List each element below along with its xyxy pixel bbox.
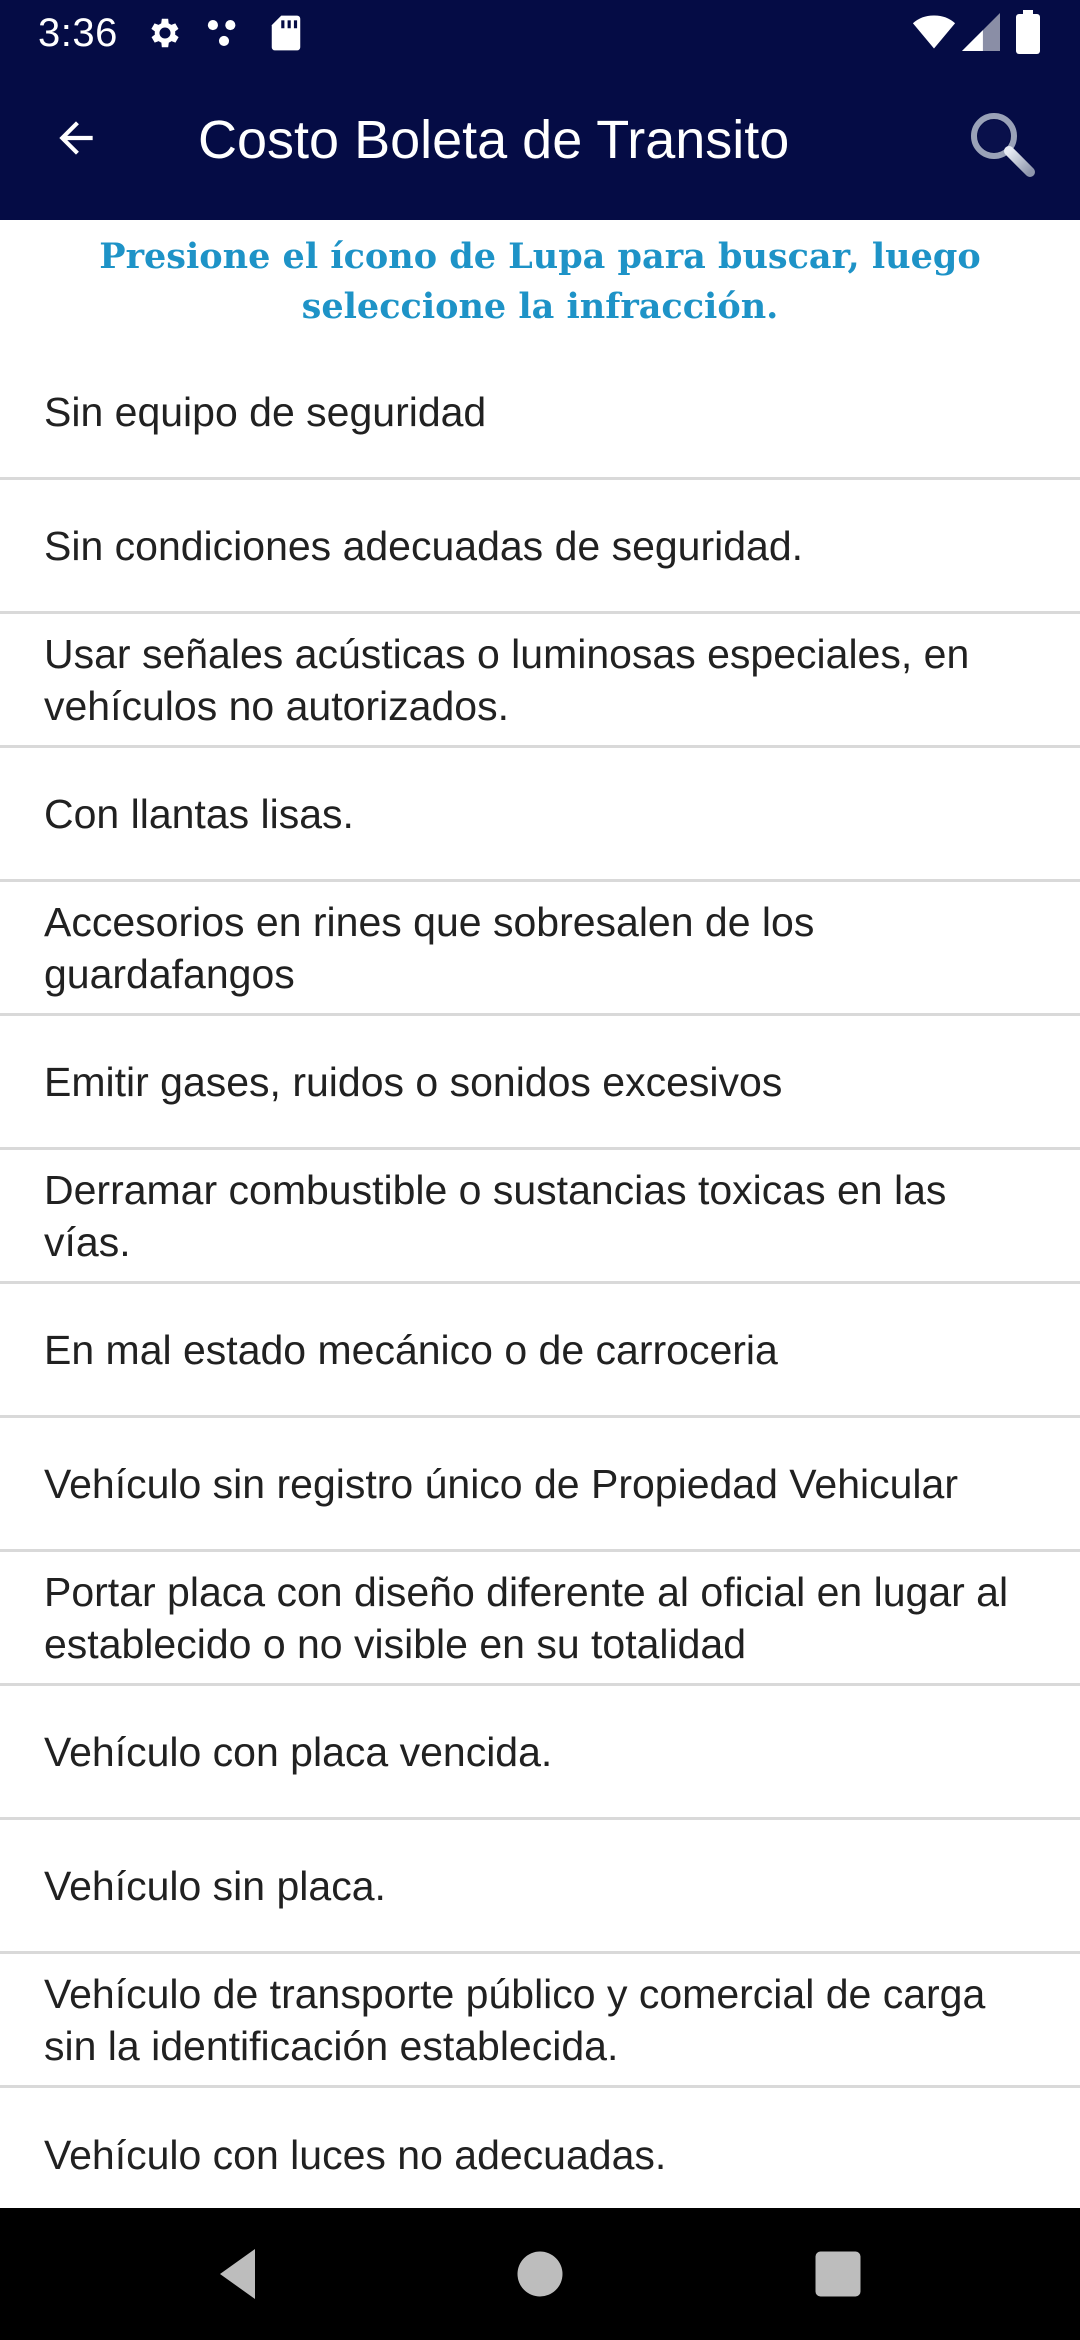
list-item-label: Accesorios en rines que sobresalen de los guardafangos	[44, 898, 815, 997]
list-item-label: Vehículo sin placa.	[44, 1862, 386, 1909]
system-nav-bar	[0, 2208, 1080, 2340]
wifi-icon	[912, 12, 956, 52]
list-item[interactable]	[0, 1418, 1080, 1552]
list-item[interactable]	[0, 614, 1080, 748]
list-item-label: Sin equipo de seguridad	[44, 388, 487, 435]
nav-back-icon[interactable]	[210, 2244, 270, 2304]
signal-icon	[962, 12, 1000, 52]
list-item[interactable]	[0, 1954, 1080, 2088]
infraction-list	[0, 346, 1080, 2222]
list-item[interactable]	[0, 1016, 1080, 1150]
list-item-label: Vehículo sin registro único de Propiedad Vehicular	[44, 1460, 958, 1507]
list-item-label: Emitir gases, ruidos o sonidos excesivos	[44, 1058, 783, 1105]
status-bar	[0, 0, 1080, 66]
list-item-label: En mal estado mecánico o de carroceria	[44, 1326, 778, 1373]
list-item[interactable]	[0, 1820, 1080, 1954]
list-item-label: Vehículo con placa vencida.	[44, 1728, 553, 1775]
search-button[interactable]	[966, 108, 1038, 180]
list-item[interactable]	[0, 1552, 1080, 1686]
list-item-label: Vehículo con luces no adecuadas.	[44, 2132, 667, 2178]
list-item[interactable]	[0, 1686, 1080, 1820]
list-item-label: Con llantas lisas.	[44, 790, 354, 837]
list-item[interactable]	[0, 480, 1080, 614]
list-item-label: Derramar combustible o sustancias toxicas en las vías.	[44, 1166, 947, 1265]
gear-icon	[146, 14, 184, 52]
list-item[interactable]	[0, 2088, 1080, 2222]
instruction-text: Presione el ícono de Lupa para buscar, luego seleccione la infracción.	[99, 236, 981, 327]
page-title: Costo Boleta de Transito	[198, 110, 790, 170]
list-item-label: Sin condiciones adecuadas de seguridad.	[44, 522, 804, 569]
nav-home-icon[interactable]	[510, 2244, 570, 2304]
status-time: 3:36	[38, 11, 118, 55]
list-item[interactable]	[0, 748, 1080, 882]
search-icon	[966, 108, 1038, 180]
dots-icon	[204, 14, 244, 52]
list-item-label: Usar señales acústicas o luminosas especiales, en vehículos no autorizados.	[44, 630, 970, 729]
nav-recents-icon[interactable]	[808, 2244, 868, 2304]
list-item[interactable]	[0, 1284, 1080, 1418]
app-bar	[0, 66, 1080, 220]
list-item[interactable]	[0, 882, 1080, 1016]
battery-icon	[1016, 10, 1040, 54]
list-item[interactable]	[0, 1150, 1080, 1284]
back-button[interactable]	[44, 106, 108, 170]
arrow-back-icon	[51, 113, 101, 163]
list-item-label: Vehículo de transporte público y comercial de carga sin la identificación establecida.	[44, 1970, 986, 2069]
list-item-label: Portar placa con diseño diferente al oficial en lugar al establecido o no visible en su totalidad	[44, 1568, 1009, 1667]
list-item[interactable]	[0, 346, 1080, 480]
sd-card-icon	[270, 14, 302, 52]
